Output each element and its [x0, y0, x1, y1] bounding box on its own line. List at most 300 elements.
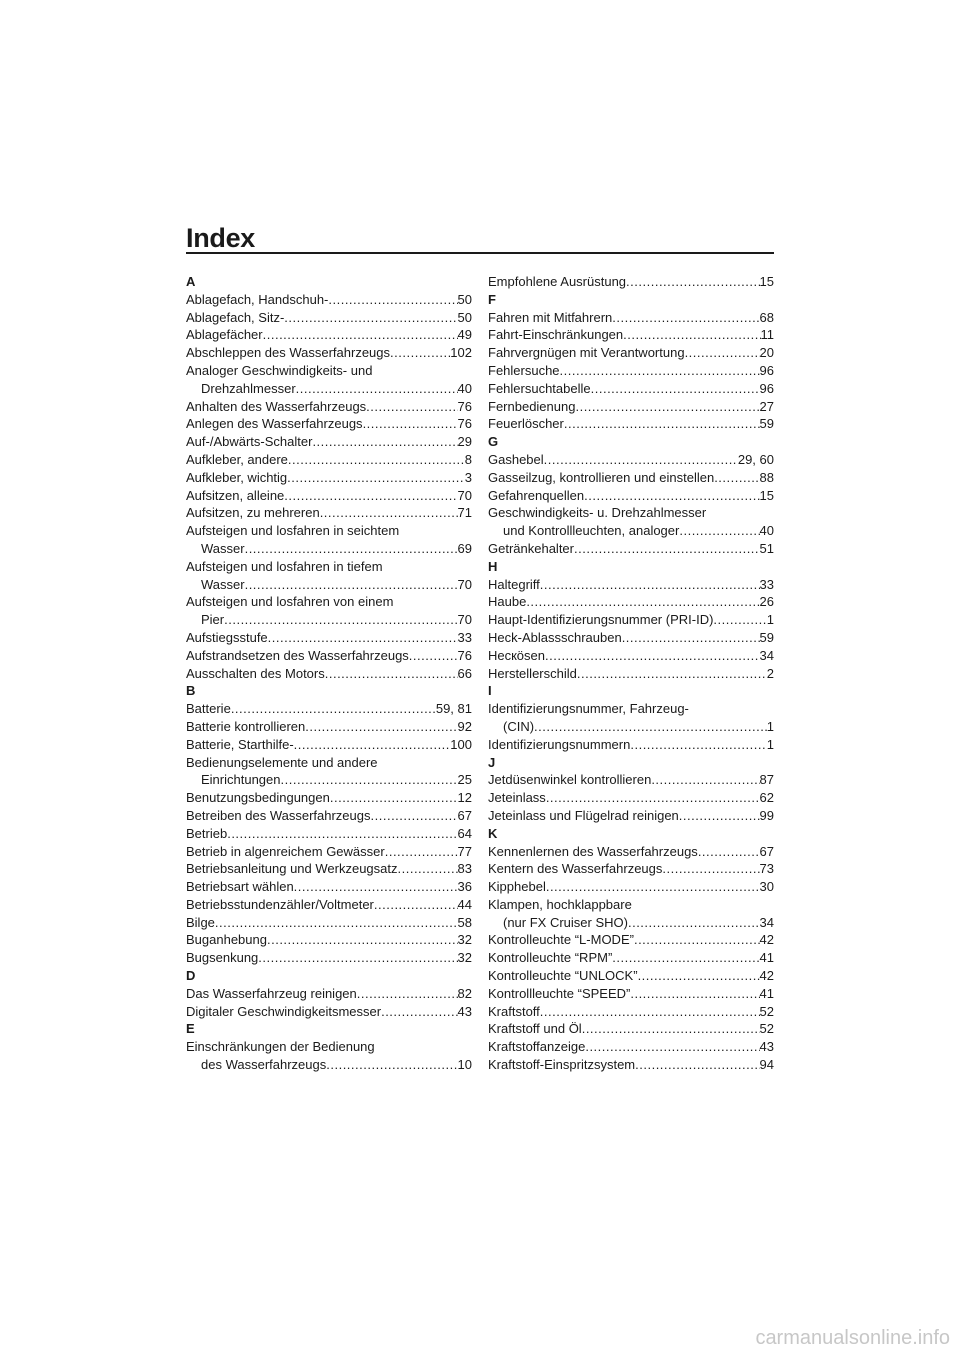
index-entry-page: 29, 60 — [737, 451, 774, 467]
index-entry-page: 70 — [457, 487, 472, 503]
index-entry-text: Fernbedienung — [488, 398, 576, 414]
index-entry-text: Ablagefächer — [186, 327, 263, 343]
index-entry-page: 67 — [759, 843, 774, 859]
dot-leader — [326, 1056, 457, 1074]
index-entry-text: Betrieb — [186, 825, 228, 841]
index-entry-text: Klampen, hochklappbare — [488, 896, 632, 912]
index-entry-page: 33 — [759, 576, 774, 592]
index-entry — [186, 487, 472, 505]
index-entry — [488, 896, 774, 932]
index-entry-page: 59 — [759, 416, 774, 432]
index-entry-text: Batterie, Starthilfe- — [186, 736, 294, 752]
index-entry-page: 71 — [457, 505, 472, 521]
index-entry-text: Anlegen des Wasserfahrzeugs — [186, 416, 363, 432]
index-entry — [186, 326, 472, 344]
index-entry-text: Heck-Ablassschrauben — [488, 629, 622, 645]
index-entry-text: Kontrolleuchte “UNLOCK” — [488, 968, 638, 984]
dot-leader — [577, 665, 767, 683]
index-entry-text: Kraftstoff-Einspritzsystem — [488, 1057, 636, 1073]
index-entry-page: 12 — [457, 790, 472, 806]
index-entry — [186, 362, 472, 398]
dot-leader — [366, 398, 457, 416]
dot-leader — [294, 878, 458, 896]
dot-leader — [546, 789, 760, 807]
index-entry-page: 52 — [759, 1021, 774, 1037]
index-entry — [186, 647, 472, 665]
index-entry-page: 49 — [457, 327, 472, 343]
index-entry-text: Fahren mit Mitfahrern — [488, 309, 613, 325]
index-entry-continuation: Wasser — [201, 540, 245, 556]
dot-leader — [281, 771, 458, 789]
index-entry-text: Empfohlene Ausrüstung — [488, 274, 627, 289]
dot-leader — [409, 647, 458, 665]
dot-leader — [371, 807, 458, 825]
index-entry-text: Aufsitzen, zu mehreren — [186, 505, 320, 521]
index-letter-heading: E — [186, 1021, 195, 1037]
index-entry — [488, 1003, 774, 1021]
index-entry-text: Aufsitzen, alleine — [186, 487, 285, 503]
index-entry — [186, 593, 472, 629]
dot-leader — [585, 1038, 759, 1056]
index-entry-page: 70 — [457, 612, 472, 628]
index-entry-page: 88 — [759, 469, 774, 485]
index-entry-page: 43 — [759, 1039, 774, 1055]
index-entry-page: 82 — [457, 985, 472, 1001]
index-entry-page: 99 — [759, 807, 774, 823]
index-entry — [186, 469, 472, 487]
dot-leader — [544, 451, 738, 469]
dot-leader — [305, 718, 457, 736]
index-entry-text: Auf-/Abwärts-Schalter — [186, 434, 313, 450]
index-entry-page: 34 — [759, 647, 774, 663]
index-entry-text: Gefahrenquellen — [488, 487, 585, 503]
index-entry — [186, 914, 472, 932]
index-entry — [488, 665, 774, 683]
index-entry — [186, 522, 472, 558]
index-entry-text: Gashebel — [488, 451, 544, 467]
dot-leader — [540, 1003, 760, 1021]
index-entry-page: 100 — [450, 736, 472, 752]
watermark: carmanualsonline.info — [755, 1327, 950, 1349]
dot-leader — [357, 985, 458, 1003]
index-entry-text: Feuerlöscher — [488, 416, 564, 432]
index-entry-page: 59, 81 — [435, 701, 472, 717]
index-entry — [186, 398, 472, 416]
index-entry-text: Bilge — [186, 914, 215, 930]
index-entry-page: 66 — [457, 665, 472, 681]
index-entry — [186, 629, 472, 647]
index-entry-text: Betriebsstundenzähler/Voltmeter — [186, 896, 374, 912]
index-entry-continuation: und Kontrollleuchten, analoger — [503, 523, 680, 539]
index-entry-text: Betreiben des Wasserfahrzeugs — [186, 807, 371, 823]
index-entry — [488, 860, 774, 878]
dot-leader — [526, 593, 759, 611]
index-entry-continuation: (CIN) — [503, 718, 535, 734]
index-entry-text: Jeteinlass und Flügelrad reinigen — [488, 807, 679, 823]
index-entry-page: 50 — [457, 291, 472, 307]
dot-leader — [574, 540, 760, 558]
page-title: Index — [186, 223, 256, 253]
index-entry-text: Ablagefach, Handschuh- — [186, 291, 329, 307]
index-entry-page: 51 — [759, 540, 774, 556]
index-entry — [186, 1038, 472, 1074]
index-entry-text: Aufkleber, wichtig — [186, 469, 288, 485]
index-entry — [488, 362, 774, 380]
dot-leader — [245, 540, 458, 558]
index-entry-text: Hecкösen — [488, 647, 545, 663]
index-entry — [186, 878, 472, 896]
dot-leader — [545, 647, 760, 665]
index-letter-heading: D — [186, 968, 196, 984]
index-entry-text: Betrieb in algenreichem Gewässer — [186, 843, 385, 859]
index-entry-text: Bugsenkung — [186, 950, 259, 966]
index-entry — [488, 344, 774, 362]
dot-leader — [296, 380, 458, 398]
index-entry-page: 42 — [759, 968, 774, 984]
index-entry-text: Kontrolleuchte “L-MODE” — [488, 932, 634, 948]
index-entry — [186, 718, 472, 736]
index-entry — [488, 398, 774, 416]
dot-leader — [224, 611, 457, 629]
index-entry-page: 76 — [457, 647, 472, 663]
dot-leader — [215, 914, 458, 932]
index-entry — [186, 433, 472, 451]
index-entry-text: Aufstrandsetzen des Wasserfahrzeugs — [186, 647, 409, 663]
index-entry — [186, 344, 472, 362]
index-entry-text: Haltegriff — [488, 576, 540, 592]
index-entry-text: Kraftstoff und Öl — [488, 1021, 582, 1037]
index-letter-heading: B — [186, 683, 196, 699]
index-entry-text: Geschwindigkeits- u. Drehzahlmesser — [488, 505, 707, 521]
index-entry-text: Herstellerschild — [488, 665, 577, 681]
dot-leader — [628, 914, 760, 932]
index-entry-text: Betriebsart wählen — [186, 879, 294, 895]
index-entry-text: Anhalten des Wasserfahrzeugs — [186, 398, 367, 414]
index-entry-text: Batterie — [186, 701, 231, 717]
index-entry-page: 26 — [759, 594, 774, 610]
index-entry-page: 27 — [759, 398, 774, 414]
index-entry — [186, 825, 472, 843]
index-entry-page: 30 — [759, 879, 774, 895]
index-entry-text: Fahrvergnügen mit Verantwortung — [488, 345, 685, 361]
index-entry-page: 70 — [457, 576, 472, 592]
dot-leader — [626, 273, 759, 291]
index-entry — [488, 878, 774, 896]
index-letter-heading: H — [488, 558, 498, 574]
dot-leader — [288, 451, 465, 469]
index-entry — [186, 789, 472, 807]
dot-leader — [698, 843, 760, 861]
index-entry — [186, 1003, 472, 1021]
index-entry — [488, 469, 774, 487]
index-entry-page: 59 — [759, 629, 774, 645]
dot-leader — [622, 629, 760, 647]
index-entry-page: 33 — [457, 629, 472, 645]
index-entry-text: Aufkleber, andere — [186, 451, 288, 467]
index-entry — [488, 380, 774, 398]
dot-leader — [330, 789, 458, 807]
index-entry — [488, 273, 774, 291]
dot-leader — [284, 309, 457, 327]
index-entry-page: 64 — [457, 825, 472, 841]
index-column-left — [186, 273, 472, 1074]
index-entry — [488, 843, 774, 861]
index-entry — [488, 647, 774, 665]
index-entry-page: 11 — [760, 327, 774, 343]
index-entry — [488, 487, 774, 505]
index-entry-page: 43 — [457, 1003, 472, 1019]
index-entry-page: 96 — [759, 380, 774, 396]
index-entry-text: Ablagefach, Sitz- — [186, 309, 285, 325]
index-entry-page: 76 — [457, 398, 472, 414]
dot-leader — [227, 825, 457, 843]
index-entry-text: Benutzungsbedingungen — [186, 790, 330, 806]
index-entry-page: 102 — [450, 345, 472, 361]
index-letter-heading: G — [488, 434, 499, 450]
dot-leader — [564, 415, 760, 433]
index-entry-text: Identifizierungsnummer, Fahrzeug- — [488, 701, 689, 717]
index-entry-page: 73 — [759, 861, 774, 877]
index-entry — [488, 1038, 774, 1056]
index-entry-page: 67 — [457, 807, 472, 823]
index-entry-page: 87 — [759, 772, 774, 788]
dot-leader — [679, 807, 760, 825]
index-entry — [186, 736, 472, 754]
dot-leader — [385, 843, 458, 861]
dot-leader — [263, 326, 458, 344]
dot-leader — [287, 469, 465, 487]
index-entry — [488, 540, 774, 558]
index-entry-text: Getränkehalter — [488, 540, 574, 556]
index-letter-heading: I — [488, 683, 492, 699]
index-entry — [488, 700, 774, 736]
index-entry-page: 41 — [759, 950, 774, 966]
index-entry-page: 96 — [759, 362, 774, 378]
index-entry-continuation: Drehzahlmesser — [201, 380, 296, 396]
index-entry-text: Kentern des Wasserfahrzeugs — [488, 861, 663, 877]
index-entry-page: 15 — [759, 487, 774, 503]
dot-leader — [284, 487, 457, 505]
index-entry — [488, 415, 774, 433]
index-entry-page: 25 — [457, 772, 472, 788]
index-entry-page: 10 — [457, 1057, 472, 1073]
index-entry-continuation: Pier — [201, 612, 225, 628]
index-entry — [186, 665, 472, 683]
index-entry-text: Kontrolleuchte “RPM” — [488, 950, 613, 966]
dot-leader — [540, 576, 760, 594]
index-entry-text: Aufsteigen und losfahren in tiefem — [186, 558, 383, 574]
index-entry-page: 29 — [457, 434, 472, 450]
index-entry-text: Batterie kontrollieren — [186, 718, 306, 734]
dot-leader — [630, 985, 759, 1003]
index-entry-page: 40 — [759, 523, 774, 539]
index-entry-page: 50 — [457, 309, 472, 325]
index-entry — [488, 985, 774, 1003]
index-entry-page: 32 — [457, 932, 472, 948]
dot-leader — [320, 504, 458, 522]
dot-leader — [325, 665, 458, 683]
dot-leader — [651, 771, 759, 789]
index-entry-continuation: Wasser — [201, 576, 245, 592]
index-entry-text: Jetdüsenwinkel kontrollieren — [488, 772, 652, 788]
index-entry-page: 83 — [457, 861, 472, 877]
index-entry-page: 32 — [457, 950, 472, 966]
index-entry-page: 20 — [759, 345, 774, 361]
dot-leader — [374, 896, 458, 914]
index-entry-page: 92 — [457, 718, 472, 734]
dot-leader — [662, 860, 759, 878]
index-entry — [186, 451, 472, 469]
index-entry — [488, 789, 774, 807]
index-entry-page: 58 — [457, 914, 472, 930]
index-entry-page: 1 — [766, 718, 774, 734]
index-entry — [186, 985, 472, 1003]
index-entry — [186, 860, 472, 878]
index-entry — [488, 611, 774, 629]
index-entry — [488, 967, 774, 985]
index-entry — [488, 309, 774, 327]
dot-leader — [630, 736, 766, 754]
dot-leader — [612, 309, 759, 327]
index-entry-text: Kennenlernen des Wasserfahrzeugs — [488, 843, 698, 859]
index-entry-text: Digitaler Geschwindigkeitsmesser — [186, 1003, 382, 1019]
index-entry-page: 3 — [464, 469, 472, 485]
index-entry-text: Das Wasserfahrzeug reinigen — [186, 985, 357, 1001]
index-entry — [186, 504, 472, 522]
index-entry — [488, 629, 774, 647]
index-letter-heading: F — [488, 291, 496, 307]
index-letter-heading: J — [488, 754, 496, 770]
index-entry-page: 1 — [766, 736, 774, 752]
index-entry — [488, 949, 774, 967]
index-entry — [488, 1056, 774, 1074]
dot-leader — [713, 611, 766, 629]
index-entry — [186, 754, 472, 790]
dot-leader — [267, 931, 458, 949]
dot-leader — [685, 344, 760, 362]
index-entry — [186, 558, 472, 594]
index-entry-text: Kraftstoff — [488, 1003, 540, 1019]
index-entry-continuation: des Wasserfahrzeugs — [201, 1057, 327, 1073]
dot-leader — [560, 362, 760, 380]
index-letter-heading: K — [488, 825, 498, 841]
index-entry-text: Haupt-Identifizierungsnummer (PRI-ID) — [488, 612, 714, 628]
dot-leader — [268, 629, 458, 647]
dot-leader — [363, 415, 458, 433]
index-entry-page: 2 — [766, 665, 774, 681]
index-entry — [488, 931, 774, 949]
index-entry-page: 36 — [457, 879, 472, 895]
dot-leader — [575, 398, 759, 416]
index-entry-text: Kraftstoffanzeige — [488, 1039, 586, 1055]
index-entry — [186, 309, 472, 327]
index-entry-text: Fehlersuchtabelle — [488, 380, 591, 396]
index-entry-text: Analoger Geschwindigkeits- und — [186, 362, 373, 378]
index-column-right — [488, 273, 774, 1074]
index-entry — [488, 593, 774, 611]
index-entry-text: Aufstiegsstufe — [186, 629, 268, 645]
dot-leader — [328, 291, 457, 309]
index-entry — [488, 451, 774, 469]
index-entry-continuation: Einrichtungen — [201, 772, 281, 788]
index-entry — [488, 1020, 774, 1038]
dot-leader — [390, 344, 450, 362]
index-entry-text: Fahrt-Einschränkungen — [488, 327, 624, 343]
dot-leader — [231, 700, 436, 718]
index-entry-page: 77 — [457, 843, 472, 859]
index-entry-page: 52 — [759, 1003, 774, 1019]
index-entry-page: 34 — [759, 914, 774, 930]
index-entry-page: 68 — [759, 309, 774, 325]
index-entry-page: 42 — [759, 932, 774, 948]
dot-leader — [546, 878, 760, 896]
index-entry-text: Ausschalten des Motors — [186, 665, 325, 681]
index-entry — [488, 576, 774, 594]
index-entry-continuation: (nur FX Cruiser SHO) — [503, 914, 628, 930]
index-entry-page: 8 — [464, 451, 472, 467]
dot-leader — [582, 1020, 760, 1038]
index-entry-text: Kipphebel — [488, 879, 546, 895]
dot-leader — [679, 522, 759, 540]
index-entry-page: 62 — [759, 790, 774, 806]
index-entry-page: 15 — [759, 274, 774, 289]
dot-leader — [634, 931, 760, 949]
title-rule — [186, 252, 774, 254]
dot-leader — [312, 433, 457, 451]
index-entry-text: Buganhebung — [186, 932, 267, 948]
index-letter-heading: A — [186, 274, 196, 289]
index-entry-page: 76 — [457, 416, 472, 432]
index-entry — [186, 415, 472, 433]
index-entry-text: Aufsteigen und losfahren in seichtem — [186, 523, 400, 539]
dot-leader — [584, 487, 759, 505]
dot-leader — [381, 1003, 457, 1021]
dot-leader — [245, 576, 458, 594]
index-entry — [488, 771, 774, 789]
dot-leader — [591, 380, 760, 398]
index-entry-text: Einschränkungen der Bedienung — [186, 1039, 375, 1055]
index-entry-page: 69 — [457, 540, 472, 556]
index-entry-text: Betriebsanleitung und Werkzeugsatz — [186, 861, 398, 877]
index-entry — [488, 504, 774, 540]
index-entry — [186, 291, 472, 309]
dot-leader — [714, 469, 759, 487]
index-entry — [186, 931, 472, 949]
index-entry-page: 44 — [457, 896, 472, 912]
index-entry-text: Haube — [488, 594, 527, 610]
dot-leader — [623, 326, 760, 344]
index-entry — [186, 896, 472, 914]
dot-leader — [638, 967, 760, 985]
index-entry-text: Jeteinlass — [488, 790, 546, 806]
dot-leader — [534, 718, 767, 736]
index-entry — [488, 326, 774, 344]
index-entry — [488, 736, 774, 754]
dot-leader — [398, 860, 458, 878]
index-entry-text: Identifizierungsnummern — [488, 736, 631, 752]
index-entry-page: 1 — [766, 612, 774, 628]
index-entry — [186, 700, 472, 718]
dot-leader — [612, 949, 759, 967]
index-entry-page: 94 — [759, 1057, 774, 1073]
index-entry-text: Abschleppen des Wasserfahrzeugs — [186, 345, 391, 361]
dot-leader — [258, 949, 457, 967]
index-entry-text: Gasseilzug, kontrollieren und einstellen — [488, 469, 715, 485]
index-entry — [186, 807, 472, 825]
index-entry-page: 41 — [759, 985, 774, 1001]
index-entry-text: Fehlersuche — [488, 362, 560, 378]
index-entry — [186, 949, 472, 967]
